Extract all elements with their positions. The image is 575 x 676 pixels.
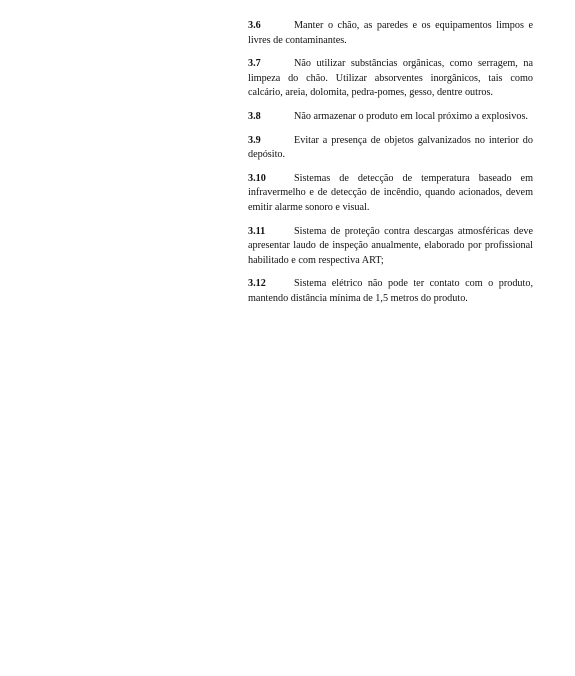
list-item bbox=[248, 172, 533, 216]
list-item bbox=[248, 57, 533, 101]
list-item bbox=[248, 19, 533, 48]
item-number: 3.6 bbox=[248, 20, 261, 31]
item-number: 3.7 bbox=[248, 58, 261, 70]
numbered-item-list bbox=[248, 19, 533, 316]
item-number: 3.9 bbox=[248, 134, 261, 146]
item-number: 3.10 bbox=[248, 172, 266, 184]
item-number: 3.8 bbox=[248, 110, 261, 122]
item-text: Sistemas de detecção de temperatura baseado em infravermelho e de detecção de incêndio, quando acionados, devem emitir alarme sonoro e visual. bbox=[248, 172, 533, 213]
item-text: Manter o chão, as paredes e os equipamentos limpos e livres de contaminantes. bbox=[248, 20, 533, 46]
item-text: Sistema elétrico não pode ter contato com o produto, mantendo distância mínima de 1,5 metros do produto. bbox=[248, 278, 533, 304]
list-item bbox=[248, 277, 533, 306]
item-text: Sistema de proteção contra descargas atmosféricas deve apresentar laudo de inspeção anualmente, elaborado por profissional habilitado e com respectiva ART; bbox=[248, 225, 533, 266]
item-number: 3.12 bbox=[248, 278, 266, 290]
item-text: Não utilizar substâncias orgânicas, como serragem, na limpeza do chão. Utilizar absorventes inorgânicos, tais como calcário, areia, dolomita, pedra-pomes, gesso, dentre outros. bbox=[248, 58, 533, 99]
item-number: 3.11 bbox=[248, 225, 266, 237]
list-item bbox=[248, 225, 533, 269]
list-item bbox=[248, 110, 533, 125]
list-item bbox=[248, 134, 533, 163]
item-text: Não armazenar o produto em local próximo a explosivos. bbox=[294, 110, 528, 122]
item-text: Evitar a presença de objetos galvanizados no interior do depósito. bbox=[248, 134, 533, 161]
